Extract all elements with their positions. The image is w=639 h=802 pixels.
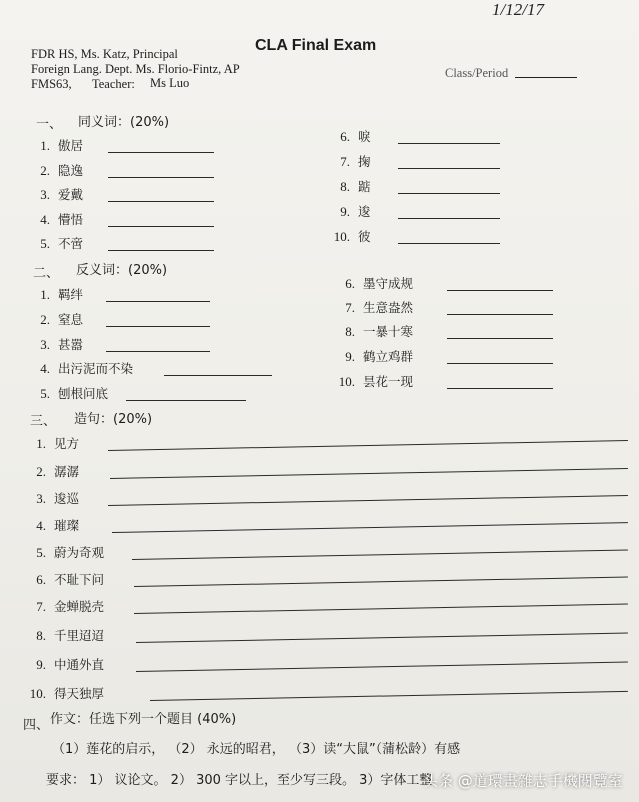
question-number: 2. <box>40 163 50 178</box>
answer-blank[interactable] <box>112 522 628 533</box>
question-item <box>333 322 413 340</box>
answer-blank[interactable] <box>134 577 628 587</box>
answer-blank[interactable] <box>150 691 628 701</box>
question-item <box>28 185 83 203</box>
answer-blank[interactable] <box>108 201 214 202</box>
question-item <box>328 177 371 195</box>
answer-blank[interactable] <box>108 495 628 506</box>
question-item <box>333 347 413 365</box>
section2-label: 二、 <box>33 266 60 281</box>
section4-label: 四、 <box>23 718 50 733</box>
question-term: 懵悟 <box>58 212 84 227</box>
question-term: 刨根问底 <box>58 386 109 401</box>
question-item <box>333 372 413 390</box>
question-term: 得天独厚 <box>54 686 105 701</box>
answer-blank[interactable] <box>398 168 500 169</box>
question-number: 4. <box>40 361 50 376</box>
class-period-blank[interactable] <box>515 77 577 78</box>
question-number: 1. <box>40 287 50 302</box>
question-term: 墨守成规 <box>363 276 414 291</box>
question-term: 蔚为奇观 <box>54 545 105 560</box>
answer-blank[interactable] <box>136 633 628 643</box>
question-number: 3. <box>40 337 50 352</box>
question-number: 7. <box>36 599 46 614</box>
section3-label: 三、 <box>30 414 57 429</box>
answer-blank[interactable] <box>398 218 500 219</box>
answer-blank[interactable] <box>136 662 628 672</box>
question-term: 不耻下问 <box>54 572 105 587</box>
question-number: 10. <box>29 686 46 701</box>
answer-blank[interactable] <box>106 301 210 302</box>
answer-blank[interactable] <box>108 152 214 153</box>
question-term: 逡 <box>358 204 371 219</box>
question-term: 生意盎然 <box>363 300 414 315</box>
question-number: 5. <box>40 386 50 401</box>
question-term: 逡巡 <box>54 491 80 506</box>
question-item <box>328 127 371 145</box>
question-term: 鹤立鸡群 <box>363 349 414 364</box>
question-item <box>28 234 83 252</box>
question-number: 3. <box>40 187 50 202</box>
question-item <box>28 310 83 328</box>
question-item <box>24 597 104 615</box>
header-department: Foreign Lang. Dept. Ms. Florio-Fintz, AP <box>31 62 240 76</box>
answer-blank[interactable] <box>108 177 214 178</box>
answer-blank[interactable] <box>164 375 272 376</box>
answer-blank[interactable] <box>447 363 553 364</box>
question-number: 4. <box>40 212 50 227</box>
question-item <box>24 462 79 480</box>
question-term: 中通外直 <box>54 657 105 672</box>
question-number: 7. <box>345 300 355 315</box>
question-term: 昙花一现 <box>363 374 414 389</box>
section1-title: 同义词：(20%) <box>78 115 170 130</box>
header-teacher-label: Teacher: <box>92 77 135 91</box>
question-item <box>24 570 104 588</box>
question-number: 8. <box>340 179 350 194</box>
answer-blank[interactable] <box>398 243 500 244</box>
question-term: 金蝉脱壳 <box>54 599 105 614</box>
answer-blank[interactable] <box>447 314 553 315</box>
question-term: 隐逸 <box>58 163 84 178</box>
question-number: 6. <box>36 572 46 587</box>
question-term: 一暴十寒 <box>363 324 414 339</box>
section2-title: 反义词：(20%) <box>76 263 168 278</box>
question-term: 千里迢迢 <box>54 628 105 643</box>
header-course: FMS63, <box>31 77 72 91</box>
answer-blank[interactable] <box>108 440 628 451</box>
question-item <box>24 626 104 644</box>
answer-blank[interactable] <box>106 326 210 327</box>
question-item <box>328 227 371 245</box>
question-item <box>24 489 79 507</box>
question-number: 8. <box>345 324 355 339</box>
question-item <box>28 359 133 377</box>
answer-blank[interactable] <box>126 400 246 401</box>
question-number: 5. <box>40 236 50 251</box>
answer-blank[interactable] <box>447 388 553 389</box>
class-period-label: Class/Period <box>445 66 509 80</box>
question-item <box>28 136 83 154</box>
question-term: 璀璨 <box>54 518 80 533</box>
answer-blank[interactable] <box>106 351 210 352</box>
question-term: 爱戴 <box>58 187 84 202</box>
question-item <box>28 285 83 303</box>
question-number: 9. <box>340 204 350 219</box>
question-number: 6. <box>345 276 355 291</box>
question-number: 8. <box>36 628 46 643</box>
question-term: 踮 <box>358 179 371 194</box>
question-item <box>28 384 108 402</box>
question-item <box>24 655 104 673</box>
question-item <box>24 434 79 452</box>
question-number: 2. <box>36 464 46 479</box>
question-term: 甚嚣 <box>58 337 84 352</box>
question-number: 2. <box>40 312 50 327</box>
question-term: 见方 <box>54 436 80 451</box>
question-term: 出污泥而不染 <box>58 361 134 376</box>
handwritten-date: 1/12/17 <box>492 0 544 19</box>
question-item <box>333 274 413 292</box>
section1-label: 一、 <box>36 117 63 132</box>
question-term: 唳 <box>358 129 371 144</box>
answer-blank[interactable] <box>447 338 553 339</box>
question-number: 1. <box>36 436 46 451</box>
question-term: 羁绊 <box>58 287 84 302</box>
question-item <box>24 543 104 561</box>
question-number: 1. <box>40 138 50 153</box>
header-teacher-name: Ms Luo <box>150 76 190 90</box>
question-item <box>24 516 79 534</box>
answer-blank[interactable] <box>110 468 628 479</box>
essay-options: （1）莲花的启示， （2） 永远的昭君， （3）读“大鼠”（蒲松龄）有感 <box>52 742 461 757</box>
answer-blank[interactable] <box>108 226 214 227</box>
answer-blank[interactable] <box>398 193 500 194</box>
section4-title: 作文：任选下列一个题目 (40%) <box>50 712 237 727</box>
question-number: 5. <box>36 545 46 560</box>
essay-requirements: 要求： 1） 议论文。 2） 300 字以上，至少写三段。 3）字体工整 <box>46 773 433 788</box>
answer-blank[interactable] <box>447 290 553 291</box>
question-item <box>328 202 371 220</box>
exam-title: CLA Final Exam <box>255 37 377 54</box>
section3-title: 造句：(20%) <box>74 412 153 427</box>
question-number: 9. <box>345 349 355 364</box>
question-item <box>28 210 83 228</box>
header-principal: FDR HS, Ms. Katz, Principal <box>31 47 178 61</box>
question-term: 傲居 <box>58 138 84 153</box>
answer-blank[interactable] <box>398 143 500 144</box>
question-number: 7. <box>340 154 350 169</box>
question-number: 3. <box>36 491 46 506</box>
question-term: 彼 <box>358 229 371 244</box>
answer-blank[interactable] <box>134 604 628 614</box>
question-number: 9. <box>36 657 46 672</box>
question-term: 窒息 <box>58 312 84 327</box>
question-item <box>24 684 104 702</box>
question-number: 10. <box>338 374 355 389</box>
question-number: 6. <box>340 129 350 144</box>
question-number: 4. <box>36 518 46 533</box>
question-item <box>28 335 83 353</box>
question-number: 10. <box>333 229 350 244</box>
watermark: 头条 @道環畫雜志手機閱覽室 <box>423 772 623 790</box>
question-item <box>28 161 83 179</box>
question-term: 潺潺 <box>54 464 80 479</box>
question-item <box>333 298 413 316</box>
question-item <box>328 152 371 170</box>
answer-blank[interactable] <box>132 549 628 560</box>
question-term: 掬 <box>358 154 371 169</box>
question-term: 不啻 <box>58 236 84 251</box>
answer-blank[interactable] <box>108 250 214 251</box>
